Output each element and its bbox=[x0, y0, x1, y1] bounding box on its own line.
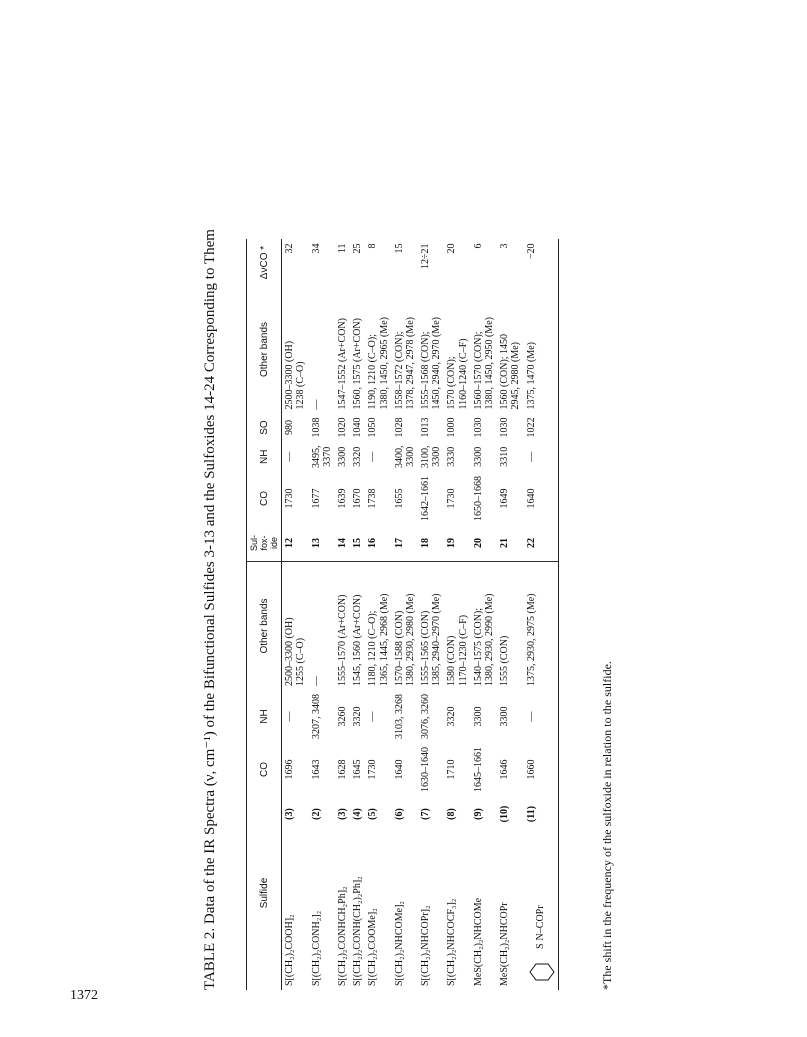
other-bands-sulfoxide-cell: 1190, 1210 (C–O); 1380, 1450, 2965 (Me) bbox=[367, 317, 390, 410]
co-sulfoxide-cell: 1670 bbox=[352, 488, 364, 509]
compound-number-cell: (7) bbox=[420, 808, 432, 820]
so-cell: 1050 bbox=[367, 417, 379, 438]
compound-cell bbox=[524, 832, 559, 990]
other-bands-cell: 2500–3300 (OH) 1255 (C–O) bbox=[284, 617, 307, 686]
compound-cell: S[(CH₂)₂COOMe]₂ bbox=[367, 908, 379, 986]
ring-sulfur-label: S bbox=[535, 943, 547, 949]
so-cell: 1020 bbox=[336, 417, 348, 438]
other-bands-sulfoxide-cell: 1555–1568 (CON); 1450, 2940, 2970 (Me) bbox=[420, 317, 443, 410]
table-row bbox=[418, 240, 444, 991]
ir-spectra-table bbox=[246, 240, 559, 991]
other-bands-sulfoxide-cell: — bbox=[310, 399, 322, 410]
nh-sulfoxide-cell: — bbox=[524, 442, 559, 473]
compound-number-cell: (3) bbox=[284, 808, 296, 820]
compound-cell: S[(CH₂)₂CONH₂]₂ bbox=[310, 910, 322, 986]
thiazinane-ring-icon bbox=[526, 952, 556, 986]
sulfoxide-number-cell: 19 bbox=[444, 525, 470, 562]
nh-cell: — bbox=[284, 711, 296, 722]
co-cell: 1628 bbox=[336, 759, 348, 780]
co-sulfoxide-cell: 1639 bbox=[336, 488, 348, 509]
compound-number-cell: (4) bbox=[352, 808, 364, 820]
header-co-sulfoxide: CO bbox=[247, 472, 282, 525]
header-delta-co: ΔνCO * bbox=[247, 240, 282, 286]
header-other-bands: Other bands bbox=[247, 562, 282, 691]
header-sulfide: Sulfide bbox=[247, 796, 282, 990]
delta-co-cell: 8 bbox=[367, 243, 379, 249]
so-cell: 1022 bbox=[524, 414, 559, 442]
nh-sulfoxide-cell: — bbox=[367, 451, 379, 462]
compound-cell: S[(CH₂)₂NHCOMe]₂ bbox=[393, 901, 405, 986]
so-cell: 1040 bbox=[352, 417, 364, 438]
table-row bbox=[309, 240, 335, 991]
co-cell: 1630–1640 bbox=[420, 747, 432, 792]
compound-cell: S[(CH₂)₂NHCOCF₃]₂ bbox=[446, 898, 458, 986]
other-bands-cell: 1545, 1560 (Ar+CON) bbox=[352, 594, 364, 686]
co-cell: 1645–1661 bbox=[472, 747, 484, 792]
co-cell: 1710 bbox=[446, 759, 458, 780]
table-row bbox=[335, 240, 350, 991]
co-sulfoxide-cell: 1642–1661 bbox=[420, 476, 432, 521]
delta-co-cell: 12÷21 bbox=[420, 243, 432, 269]
compound-number-cell: (2) bbox=[310, 808, 322, 820]
table-caption bbox=[200, 229, 219, 990]
other-bands-cell: — bbox=[310, 676, 322, 686]
co-sulfoxide-cell: 1640 bbox=[524, 472, 559, 525]
other-bands-cell: 1540–1575 (CON); 1380, 2930, 2990 (Me) bbox=[472, 593, 496, 686]
co-cell: 1640 bbox=[393, 759, 405, 780]
other-bands-sulfoxide-cell: 1570 (CON); 1160–1240 (C–F) bbox=[446, 338, 469, 410]
compound-number-cell: (6) bbox=[393, 808, 405, 820]
footnote: *The shift in the frequency of the sulfoxide in relation to the sulfide. bbox=[600, 661, 614, 990]
nh-cell: 3207, 3408 bbox=[310, 694, 322, 739]
co-sulfoxide-cell: 1650–1668 bbox=[472, 476, 484, 521]
delta-co-cell: 3 bbox=[499, 243, 511, 249]
so-cell: 1030 bbox=[499, 417, 511, 438]
delta-co-cell: 34 bbox=[310, 243, 322, 254]
compound-cell: S[(CH₂)₂COOH]₂ bbox=[284, 914, 296, 986]
sulfoxide-number-cell: 22 bbox=[524, 525, 559, 562]
so-cell: 980 bbox=[284, 420, 296, 435]
nh-cell: — bbox=[524, 690, 559, 743]
nh-sulfoxide-cell: 3320 bbox=[352, 446, 364, 467]
other-bands-sulfoxide-cell: 1560–1570 (CON); 1380, 1450, 2950 (Me) bbox=[472, 317, 496, 410]
other-bands-cell: 1555 (CON) bbox=[499, 635, 511, 686]
compound-label: N–COPr bbox=[535, 905, 547, 941]
delta-co-cell: 25 bbox=[352, 243, 364, 254]
co-sulfoxide-cell: 1655 bbox=[393, 488, 405, 509]
table-row bbox=[524, 240, 559, 991]
compound-number-cell: (10) bbox=[499, 805, 511, 823]
page-number: 1372 bbox=[70, 988, 98, 1003]
sulfoxide-number-cell: 18 bbox=[418, 525, 444, 562]
nh-cell: 3260 bbox=[336, 706, 348, 727]
compound-cell: MeS(CH₂)₂NHCOPr bbox=[499, 902, 511, 986]
sulfoxide-number-cell: 15 bbox=[350, 525, 365, 562]
nh-sulfoxide-cell: — bbox=[284, 451, 296, 462]
so-cell: 1030 bbox=[472, 417, 484, 438]
compound-number-cell: (9) bbox=[472, 808, 484, 820]
table-row bbox=[350, 240, 365, 991]
nh-sulfoxide-cell: 3300 bbox=[472, 446, 484, 467]
nh-cell: 3300 bbox=[499, 706, 511, 727]
nh-sulfoxide-cell: 3400, 3300 bbox=[393, 445, 416, 468]
co-sulfoxide-cell: 1730 bbox=[284, 488, 296, 509]
other-bands-sulfoxide-cell: 2500–3300 (OH) 1238 (C–O) bbox=[284, 340, 307, 410]
delta-co-cell: 15 bbox=[393, 243, 405, 254]
co-cell: 1696 bbox=[284, 759, 296, 780]
other-bands-sulfoxide-cell: 1560, 1575 (Ar+CON) bbox=[352, 318, 364, 410]
so-cell: 1013 bbox=[420, 417, 432, 438]
nh-cell: 3103, 3268 bbox=[393, 694, 405, 739]
header-sulfoxide: Sul- fox- ide bbox=[247, 525, 282, 562]
delta-co-cell: −20 bbox=[524, 240, 559, 286]
nh-cell: 3320 bbox=[446, 706, 458, 727]
compound-cell: MeS(CH₂)₂NHCOMe bbox=[472, 897, 484, 986]
table-row bbox=[365, 240, 391, 991]
nh-sulfoxide-cell: 3100, 3300 bbox=[420, 445, 443, 468]
table-row bbox=[392, 240, 418, 991]
so-cell: 1038 bbox=[310, 417, 322, 438]
table-row bbox=[497, 240, 523, 991]
nh-cell: 3076, 3260 bbox=[420, 694, 432, 739]
nh-sulfoxide-cell: 3495, 3370 bbox=[310, 445, 333, 468]
other-bands-sulfoxide-cell: 1547–1552 (Ar+CON) bbox=[336, 318, 348, 410]
compound-cell: S[(CH₂)₂CONH(CH₂)₂Ph]₂ bbox=[352, 876, 364, 986]
compound-cell: S[(CH₂)₂CONHCH₂Ph]₂ bbox=[336, 886, 348, 986]
compound-cell: S[(CH₂)₂NHCOPr]₂ bbox=[420, 905, 432, 986]
nh-cell: 3300 bbox=[472, 706, 484, 727]
co-cell: 1645 bbox=[352, 759, 364, 780]
compound-number-cell: (3) bbox=[336, 808, 348, 820]
header-co: CO bbox=[247, 743, 282, 796]
table-header-row bbox=[247, 240, 282, 991]
nh-sulfoxide-cell: 3310 bbox=[499, 446, 511, 467]
header-nh: NH bbox=[247, 690, 282, 743]
sulfoxide-number-cell: 20 bbox=[471, 525, 497, 562]
header-so: SO bbox=[247, 414, 282, 442]
delta-co-cell: 32 bbox=[284, 243, 296, 254]
other-bands-cell: 1570–1588 (CON) 1380, 2930, 2980 (Me) bbox=[393, 593, 416, 686]
co-cell: 1730 bbox=[367, 759, 379, 780]
co-cell: 1646 bbox=[499, 759, 511, 780]
caption-label: TABLE 2. bbox=[202, 927, 218, 990]
other-bands-cell: 1375, 2930, 2975 (Me) bbox=[524, 562, 559, 691]
nh-cell: 3320 bbox=[352, 706, 364, 727]
table-row bbox=[282, 240, 309, 991]
table-row bbox=[471, 240, 497, 991]
nh-sulfoxide-cell: 3300 bbox=[336, 446, 348, 467]
header-nh-sulfoxide: NH bbox=[247, 442, 282, 473]
table-body bbox=[282, 240, 558, 991]
co-sulfoxide-cell: 1649 bbox=[499, 488, 511, 509]
sulfoxide-number-cell: 21 bbox=[497, 525, 523, 562]
co-sulfoxide-cell: 1738 bbox=[367, 488, 379, 509]
other-bands-sulfoxide-cell: 1560 (CON); 1450 2945, 2980 (Me) bbox=[499, 333, 522, 410]
compound-number-cell: (11) bbox=[524, 796, 559, 832]
co-sulfoxide-cell: 1677 bbox=[310, 488, 322, 509]
compound-number-cell: (5) bbox=[367, 808, 379, 820]
delta-co-cell: 11 bbox=[336, 243, 348, 254]
co-sulfoxide-cell: 1730 bbox=[446, 488, 458, 509]
co-cell: 1643 bbox=[310, 759, 322, 780]
other-bands-cell: 1180, 1210 (C–O); 1365, 1445, 2968 (Me) bbox=[367, 593, 390, 686]
header-other-bands-sulfoxide: Other bands bbox=[247, 286, 282, 414]
table-row bbox=[444, 240, 470, 991]
sulfoxide-number-cell: 16 bbox=[365, 525, 391, 562]
sulfoxide-number-cell: 13 bbox=[309, 525, 335, 562]
other-bands-cell: 1555–1565 (CON) 1385, 2940–2970 (Me) bbox=[420, 593, 443, 686]
delta-co-cell: 6 bbox=[472, 243, 484, 249]
compound-number-cell: (8) bbox=[446, 808, 458, 820]
delta-co-cell: 20 bbox=[446, 243, 458, 254]
sulfoxide-number-cell: 12 bbox=[282, 525, 309, 562]
caption-text: Data of the IR Spectra (ν, cm⁻¹) of the Bifunctional Sulfides 3-13 and the Sulfoxides 14-24 Corresponding to Them bbox=[202, 229, 218, 925]
other-bands-cell: 1580 (CON) 1170–1230 (C–F) bbox=[446, 614, 469, 686]
nh-sulfoxide-cell: 3330 bbox=[446, 446, 458, 467]
co-cell: 1660 bbox=[524, 743, 559, 796]
other-bands-cell: 1555–1570 (Ar+CON) bbox=[336, 594, 348, 686]
nh-cell: — bbox=[367, 711, 379, 722]
so-cell: 1000 bbox=[446, 417, 458, 438]
rotated-table-region bbox=[200, 120, 660, 990]
sulfoxide-number-cell: 14 bbox=[335, 525, 350, 562]
other-bands-sulfoxide-cell: 1375, 1470 (Me) bbox=[524, 286, 559, 414]
other-bands-sulfoxide-cell: 1558–1572 (CON); 1378, 2947, 2978 (Me) bbox=[393, 317, 416, 410]
sulfoxide-number-cell: 17 bbox=[392, 525, 418, 562]
so-cell: 1028 bbox=[393, 417, 405, 438]
